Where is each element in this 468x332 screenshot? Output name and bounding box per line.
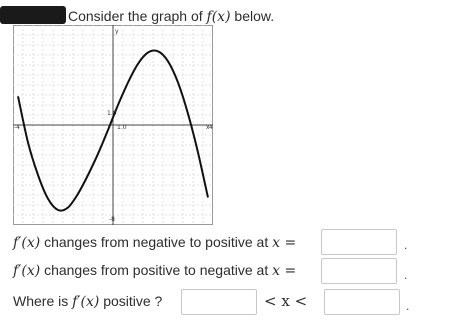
intro-prefix: Consider the graph of: [68, 8, 207, 24]
q1-fprime: f′(x): [13, 235, 41, 251]
x-tick-label: 1.0: [117, 124, 127, 131]
graph-svg: [13, 25, 213, 225]
q2-fprime: f′(x): [13, 263, 41, 279]
y-tick-label: 1.0: [107, 110, 117, 117]
question-2: [13, 262, 296, 279]
answer-input-1[interactable]: [321, 229, 397, 255]
question-intro: [68, 8, 274, 25]
answer-input-2[interactable]: [321, 258, 397, 284]
question-3: [13, 293, 162, 310]
q3-suffix: positive ?: [99, 293, 163, 309]
y-axis-label: y: [115, 28, 119, 35]
intro-function: f(x): [206, 9, 231, 25]
interval-inequality: < x <: [264, 292, 308, 310]
function-graph: [13, 25, 213, 225]
q3-fprime: f′(x): [72, 294, 100, 310]
q1-period: .: [404, 238, 408, 252]
x-max-tick: 4: [209, 124, 213, 131]
intro-suffix: below.: [230, 8, 275, 24]
x-min-tick: -4: [14, 124, 20, 131]
question-1: [13, 234, 296, 251]
q1-xeq: x =: [272, 235, 297, 251]
redacted-label: [0, 6, 66, 24]
q2-xeq: x =: [272, 263, 297, 279]
interval-upper-input[interactable]: [324, 289, 400, 315]
q3-period: .: [406, 299, 410, 313]
q2-text: changes from positive to negative at: [40, 262, 273, 278]
q3-text: Where is: [13, 293, 73, 309]
interval-lower-input[interactable]: [181, 289, 257, 315]
q2-period: .: [404, 268, 408, 282]
y-min-tick: -8: [109, 216, 115, 223]
q1-text: changes from negative to positive at: [40, 234, 273, 250]
x-axis-label: x: [206, 124, 210, 131]
